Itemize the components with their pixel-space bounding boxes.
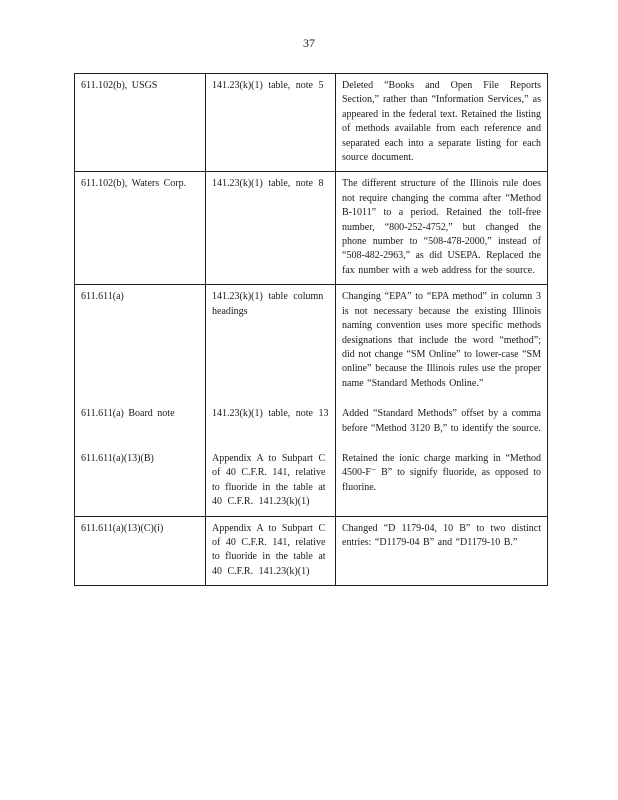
table-row bbox=[75, 397, 548, 442]
description-cell: Added “Standard Methods” offset by a comma before “Method 3120 B,” to identify the source. bbox=[336, 397, 548, 442]
section-cell: 611.102(b), USGS bbox=[75, 74, 206, 172]
section-cell: 611.611(a) bbox=[75, 285, 206, 397]
reference-cell: 141.23(k)(1) table, note 5 bbox=[206, 74, 336, 172]
table-row bbox=[75, 172, 548, 285]
reference-cell: 141.23(k)(1) table, note 13 bbox=[206, 397, 336, 442]
description-cell: Changing “EPA” to “EPA method” in column 3 is not necessary because the existing Illinois naming convention uses more specific methods designations that include the word “method”; did not change “SM Online” to lower-case “SM online” because the Illinois rules use the proper name “Standard Methods Online.” bbox=[336, 285, 548, 397]
description-cell: Changed “D 1179-04, 10 B” to two distinct entries: “D1179-04 B” and “D1179-10 B.” bbox=[336, 516, 548, 586]
section-cell: 611.611(a) Board note bbox=[75, 397, 206, 442]
amendments-table bbox=[74, 73, 548, 586]
page-number: 37 bbox=[303, 36, 315, 50]
section-cell: 611.102(b), Waters Corp. bbox=[75, 172, 206, 285]
reference-cell: 141.23(k)(1) table, note 8 bbox=[206, 172, 336, 285]
table-row bbox=[75, 74, 548, 172]
reference-cell: Appendix A to Subpart C of 40 C.F.R. 141, relative to fluoride in the table at 40 C.F.R. 141.23(k)(1) bbox=[206, 516, 336, 586]
description-cell: Deleted “Books and Open File Reports Section,” rather than “Information Services,” as appeared in the federal text. Retained the listing of methods available from each reference and separated each into a separate listing for each source document. bbox=[336, 74, 548, 172]
table-row bbox=[75, 516, 548, 586]
section-cell: 611.611(a)(13)(B) bbox=[75, 442, 206, 516]
section-cell: 611.611(a)(13)(C)(i) bbox=[75, 516, 206, 586]
description-cell: The different structure of the Illinois rule does not require changing the comma after “Method B-1011” to a period. Retained the toll-free number, “800-252-4752,” but changed the phone number to “508-478-2000,” instead of “508-482-2963,” as did USEPA. Replaced the fax number with a web address for the source. bbox=[336, 172, 548, 285]
table-row bbox=[75, 285, 548, 397]
table-row bbox=[75, 442, 548, 516]
description-cell: Retained the ionic charge marking in “Method 4500-F⁻ B” to signify fluoride, as opposed to fluorine. bbox=[336, 442, 548, 516]
reference-cell: 141.23(k)(1) table column headings bbox=[206, 285, 336, 397]
reference-cell: Appendix A to Subpart C of 40 C.F.R. 141, relative to fluoride in the table at 40 C.F.R. 141.23(k)(1) bbox=[206, 442, 336, 516]
